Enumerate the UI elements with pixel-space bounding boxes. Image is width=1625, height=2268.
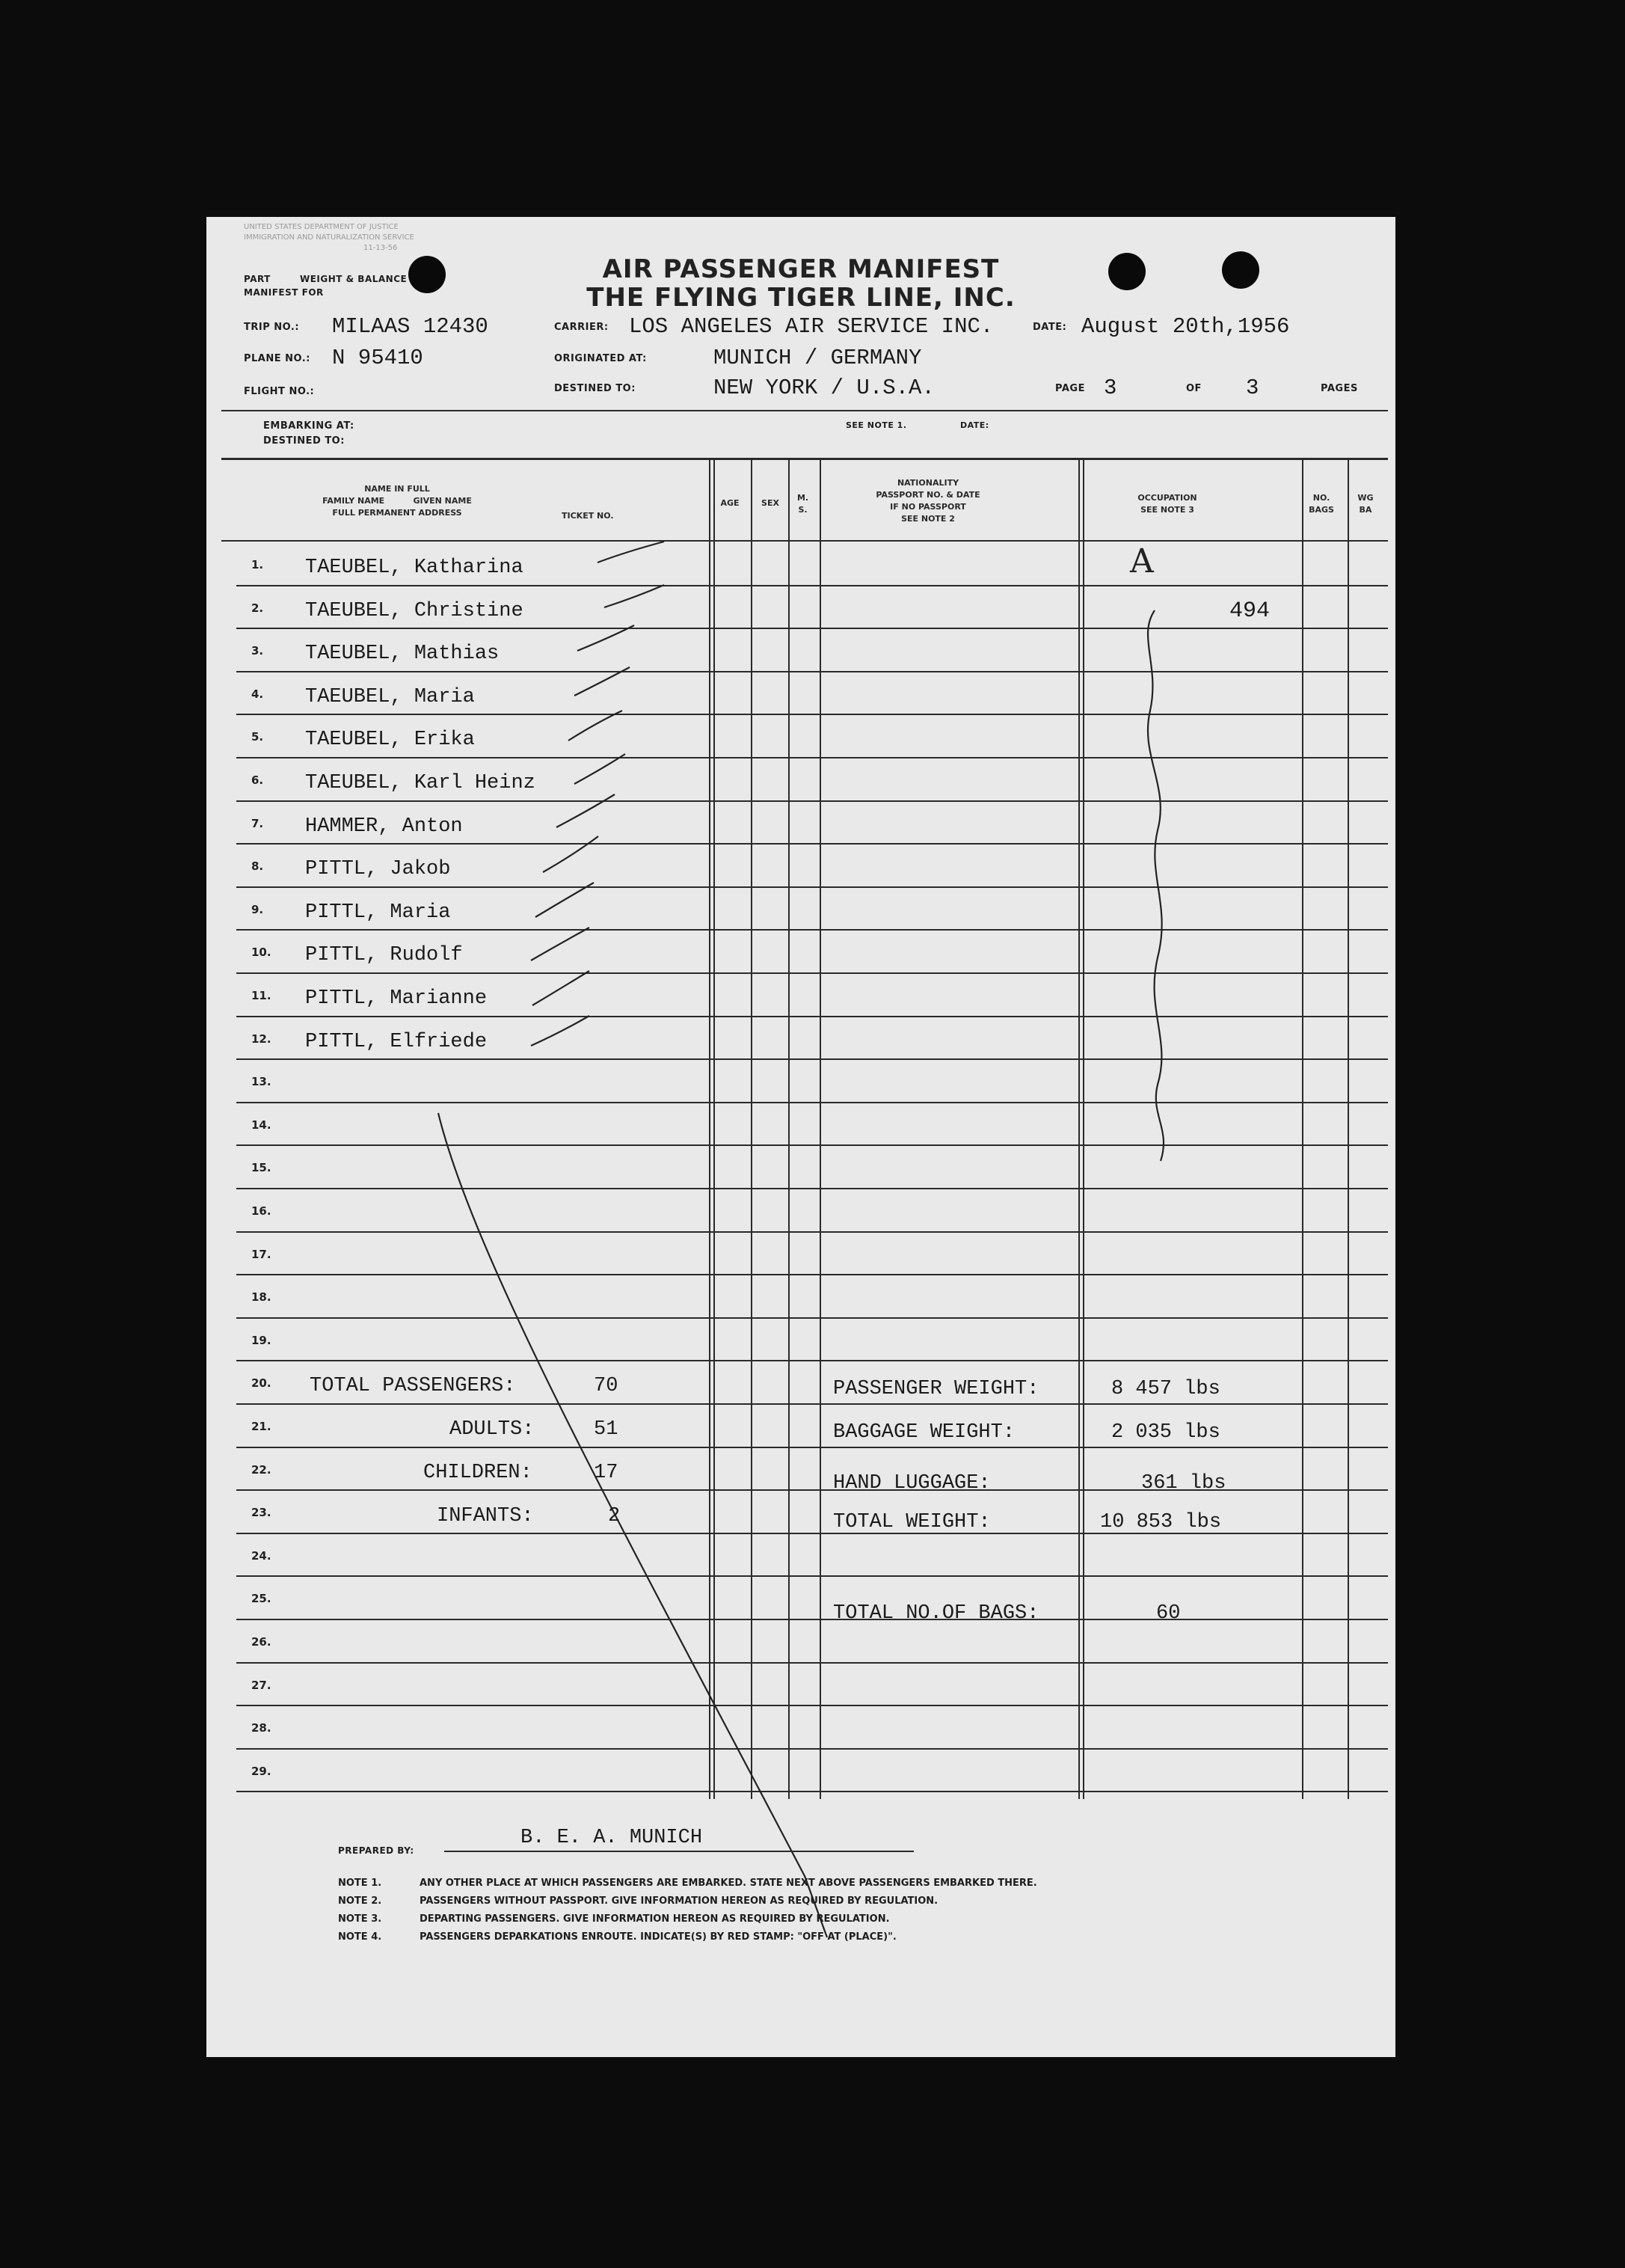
children-label: CHILDREN: (423, 1462, 532, 1484)
note-4-label: NOTE 4. (338, 1931, 382, 1943)
prepared-by-line (444, 1851, 914, 1852)
part-label: PART (244, 274, 271, 284)
occupation-mark: A (1130, 542, 1154, 580)
col-wt-line2: BA (1359, 505, 1372, 515)
row-number: 17. (251, 1247, 271, 1261)
originated-label: ORIGINATED AT: (554, 353, 647, 364)
occupation-number: 494 (1229, 598, 1271, 624)
date2-label: DATE: (960, 420, 989, 430)
baggage-weight-label: BAGGAGE WEIGHT: (833, 1421, 1016, 1444)
row-number: 23. (251, 1506, 271, 1520)
originated-value: MUNICH / GERMANY (713, 346, 922, 370)
of-label: OF (1186, 383, 1202, 394)
col-nat-line2: PASSPORT NO. & DATE (876, 490, 980, 500)
passenger-name: HAMMER, Anton (305, 815, 463, 838)
prepared-by-value: B. E. A. MUNICH (520, 1827, 703, 1849)
check-mark (531, 1016, 589, 1046)
note-3-text: DEPARTING PASSENGERS. GIVE INFORMATION HEREON AS REQUIRED BY REGULATION. (420, 1913, 890, 1925)
col-header-age: AGE (720, 498, 740, 508)
hand-luggage-label: HAND LUGGAGE: (833, 1472, 991, 1495)
passenger-name: PITTL, Rudolf (305, 944, 463, 967)
check-mark (574, 667, 630, 696)
col-ms-line2: S. (798, 505, 808, 515)
row-number: 8. (251, 859, 264, 874)
trip-value: MILAAS 12430 (332, 314, 488, 339)
ticket-check-marks (531, 542, 664, 1046)
row-number: 12. (251, 1032, 271, 1046)
col-header-sex: SEX (761, 498, 779, 508)
note-2-label: NOTE 2. (338, 1895, 382, 1907)
weight-label: WEIGHT & BALANCE (300, 274, 408, 284)
plane-value: N 95410 (332, 346, 423, 370)
note-2-text: PASSENGERS WITHOUT PASSPORT. GIVE INFORMATION HEREON AS REQUIRED BY REGULATION. (420, 1895, 939, 1907)
flight-label: FLIGHT NO.: (244, 386, 315, 397)
infants-label: INFANTS: (437, 1505, 534, 1527)
infants-value: 2 (608, 1505, 621, 1527)
page-label: PAGE (1055, 383, 1085, 394)
check-mark (556, 794, 615, 827)
col-nat-line3: IF NO PASSPORT (890, 502, 966, 512)
page-value: 3 (1104, 376, 1117, 400)
passenger-name: TAEUBEL, Mathias (305, 643, 500, 666)
passenger-name: PITTL, Elfriede (305, 1030, 488, 1053)
passenger-name: PITTL, Marianne (305, 987, 488, 1010)
col-nat-line1: NATIONALITY (897, 478, 959, 488)
see-note-label: SEE NOTE 1. (846, 420, 907, 430)
of-value: 3 (1246, 376, 1259, 400)
col-ms-line1: M. (796, 493, 809, 503)
handwriting-layer (206, 217, 1395, 2057)
check-mark (543, 836, 598, 872)
carrier-label: CARRIER: (554, 322, 609, 333)
embarking-label: EMBARKING AT: (263, 420, 354, 432)
row-number: 28. (251, 1721, 271, 1735)
row-number: 19. (251, 1333, 271, 1347)
check-mark (532, 971, 589, 1005)
total-bags-value: 60 (1156, 1602, 1181, 1625)
row-number: 18. (251, 1290, 271, 1305)
row-number: 3. (251, 644, 264, 658)
hand-luggage-value: 361 lbs (1141, 1472, 1226, 1495)
row-number: 13. (251, 1075, 271, 1089)
row-number: 25. (251, 1592, 271, 1606)
ditto-wavy-line (1148, 610, 1164, 1161)
check-mark (531, 928, 589, 960)
row-number: 27. (251, 1678, 271, 1692)
col-name-line1: NAME IN FULL (364, 484, 430, 494)
row-number: 14. (251, 1118, 271, 1132)
check-mark (577, 625, 634, 651)
col-nat-line4: SEE NOTE 2 (901, 514, 955, 524)
col-name-line3: FULL PERMANENT ADDRESS (332, 508, 462, 518)
row-number: 10. (251, 945, 271, 960)
stamp-line-3: 11-13-56 (363, 244, 398, 252)
prepared-by-label: PREPARED BY: (338, 1845, 414, 1856)
row-number: 2. (251, 601, 264, 615)
total-weight-label: TOTAL WEIGHT: (833, 1511, 991, 1533)
check-mark (604, 585, 664, 607)
row-number: 9. (251, 902, 264, 916)
pages-label: PAGES (1321, 383, 1358, 394)
row-number: 16. (251, 1204, 271, 1218)
destined-value: NEW YORK / U.S.A. (713, 376, 935, 400)
plane-label: PLANE NO.: (244, 353, 310, 364)
passenger-name: TAEUBEL, Erika (305, 729, 475, 752)
check-mark (574, 754, 625, 784)
destined-label: DESTINED TO: (554, 383, 636, 394)
col-occ-line1: OCCUPATION (1137, 493, 1197, 503)
row-number: 24. (251, 1548, 271, 1563)
col-name-given: GIVEN NAME (413, 496, 472, 506)
row-number: 21. (251, 1420, 271, 1433)
manifest-page (206, 217, 1395, 2057)
total-weight-value: 10 853 lbs (1100, 1511, 1222, 1533)
stamp-line-2: IMMIGRATION AND NATURALIZATION SERVICE (244, 233, 414, 242)
row-number: 15. (251, 1161, 271, 1175)
destined-to-label: DESTINED TO: (263, 435, 345, 447)
row-number: 5. (251, 730, 264, 744)
row-number: 29. (251, 1764, 271, 1778)
total-bags-label: TOTAL NO.OF BAGS: (833, 1602, 1039, 1625)
passenger-name: PITTL, Jakob (305, 858, 451, 881)
col-occ-line2: SEE NOTE 3 (1140, 505, 1194, 515)
passenger-name: TAEUBEL, Katharina (305, 557, 523, 579)
total-passengers-value: 70 (594, 1375, 618, 1397)
row-number: 11. (251, 989, 271, 1002)
manifest-title: AIR PASSENGER MANIFEST (602, 254, 1000, 284)
manifest-for-label: MANIFEST FOR (244, 287, 324, 298)
col-bags-line2: BAGS (1309, 505, 1334, 515)
row-number: 20. (251, 1376, 271, 1391)
passenger-weight-label: PASSENGER WEIGHT: (833, 1378, 1039, 1400)
passenger-name: TAEUBEL, Maria (305, 685, 475, 708)
note-1-label: NOTE 1. (338, 1878, 382, 1889)
date-label: DATE: (1033, 322, 1067, 333)
row-number: 7. (251, 816, 264, 830)
carrier-value: LOS ANGELES AIR SERVICE INC. (629, 314, 994, 339)
stamp-line-1: UNITED STATES DEPARTMENT OF JUSTICE (244, 223, 399, 231)
row-number: 26. (251, 1635, 271, 1649)
note-1-text: ANY OTHER PLACE AT WHICH PASSENGERS ARE EMBARKED. STATE NEXT ABOVE PASSENGERS EMBARKED THERE. (420, 1878, 1037, 1889)
row-number: 4. (251, 687, 264, 701)
row-number: 22. (251, 1462, 271, 1477)
passenger-name: PITTL, Maria (305, 901, 451, 924)
airline-title: THE FLYING TIGER LINE, INC. (586, 283, 1016, 313)
col-bags-line1: NO. (1312, 493, 1330, 503)
note-4-text: PASSENGERS DEPARKATIONS ENROUTE. INDICATE(S) BY RED STAMP: "OFF AT (PLACE)". (420, 1931, 897, 1943)
check-mark (568, 711, 622, 741)
date-value: August 20th,1956 (1081, 314, 1290, 339)
row-number: 1. (251, 558, 264, 571)
note-3-label: NOTE 3. (338, 1913, 382, 1925)
children-value: 17 (594, 1462, 618, 1484)
col-name-family: FAMILY NAME (322, 496, 385, 506)
check-mark (598, 542, 664, 563)
col-wt-line1: WG (1357, 493, 1374, 503)
passenger-name: TAEUBEL, Karl Heinz (305, 772, 535, 794)
passenger-weight-value: 8 457 lbs (1111, 1378, 1220, 1400)
col-header-ticket: TICKET NO. (562, 511, 614, 521)
baggage-weight-value: 2 035 lbs (1111, 1421, 1220, 1444)
passenger-name: TAEUBEL, Christine (305, 599, 523, 622)
total-passengers-label: TOTAL PASSENGERS: (310, 1375, 516, 1397)
trip-label: TRIP NO.: (244, 322, 300, 333)
adults-value: 51 (594, 1418, 618, 1441)
check-mark (535, 883, 594, 917)
row-number: 6. (251, 773, 264, 787)
adults-label: ADULTS: (449, 1418, 535, 1441)
